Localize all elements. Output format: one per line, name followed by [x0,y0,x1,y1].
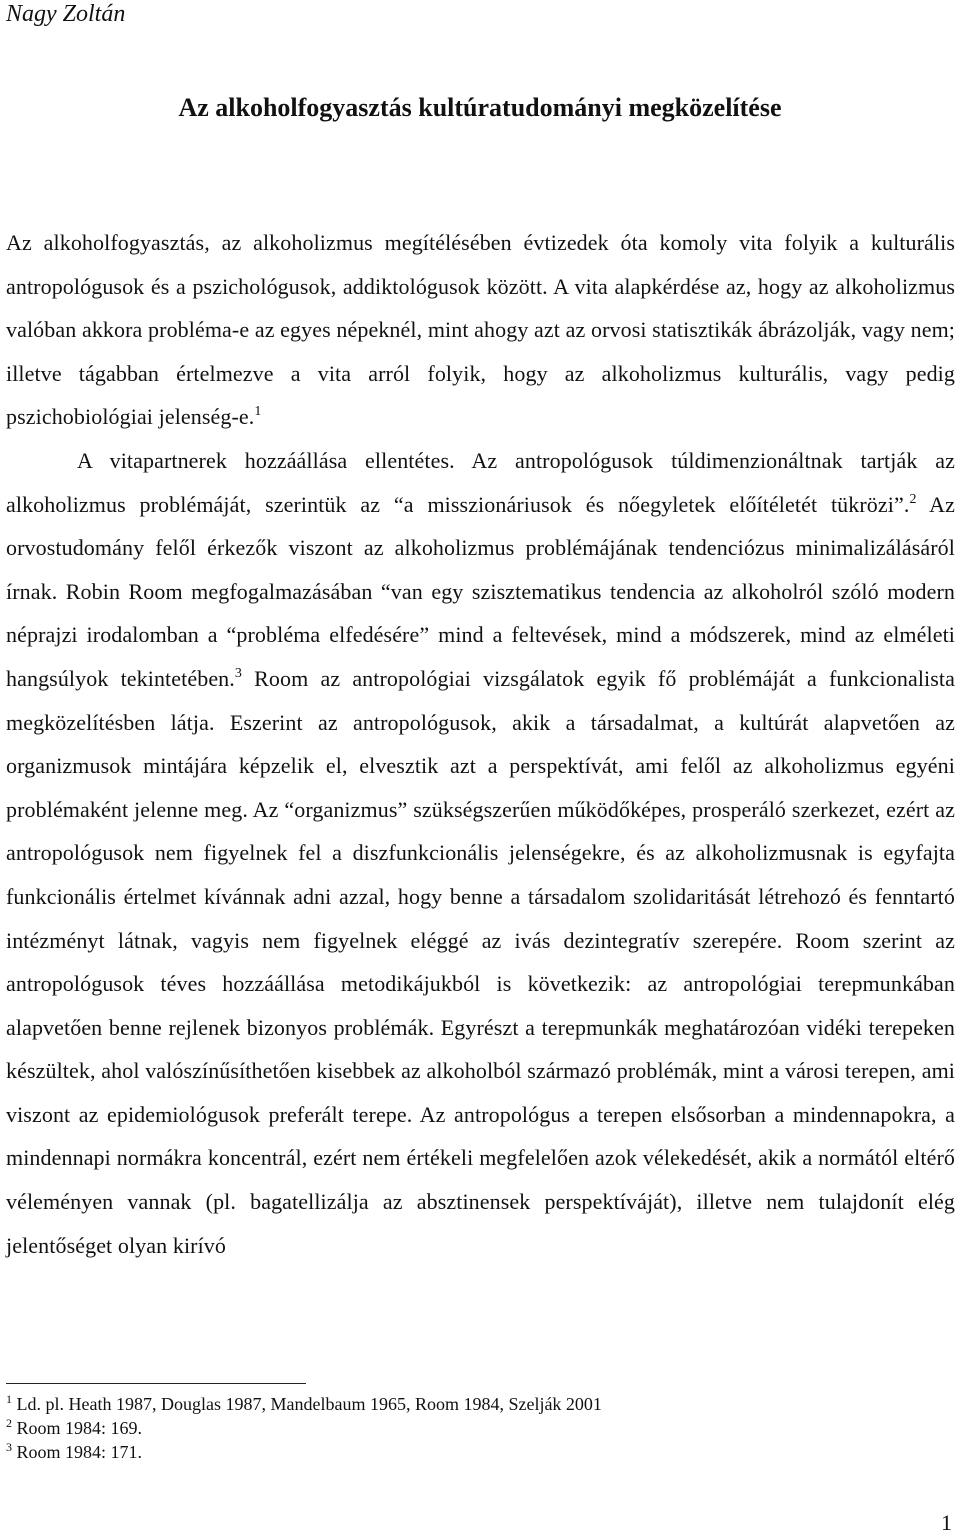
document-title: Az alkoholfogyasztás kultúratudományi megközelítése [178,93,782,122]
author-name: Nagy Zoltán [6,1,126,27]
paragraph-text: A vitapartnerek hozzáállása ellentétes. Az antropológusok túldimenzionáltnak tartják az alkoholizmus problémáját, szerintük az “a misszionáriusok és nőegyletek előítéletét tükrözi”. [6,447,955,517]
footnote-number: 2 [6,1416,12,1430]
paragraph-text: Az orvostudomány felől érkezők viszont az alkoholizmus problémájának tendenciózus minimalizálásáról írnak. Robin Room megfogalmazásában “van egy szisztematikus tendencia az alkoholról szóló modern néprajzi irodalomban a “probléma elfedésére” mind a feltevések, mind a módszerek, mind az elméleti hangsúlyok tekintetében. [6,491,955,691]
page-number: 1 [941,1510,952,1535]
footnote [6,1416,602,1440]
body-text [6,221,955,1267]
footnotes [6,1392,602,1464]
footnote-text: Ld. pl. Heath 1987, Douglas 1987, Mandelbaum 1965, Room 1984, Szelják 2001 [16,1394,602,1414]
footnote-reference[interactable]: 2 [909,491,917,507]
footnote [6,1440,602,1464]
paragraph [6,221,955,439]
footnote [6,1392,602,1416]
footnote-text: Room 1984: 171. [16,1442,143,1462]
footnote-reference[interactable]: 3 [234,665,242,681]
paragraph [6,439,955,1267]
paragraph-text: Room az antropológiai vizsgálatok egyik fő problémáját a funkcionalista megközelítésben látja. Eszerint az antropológusok, akik a társadalmat, a kultúrát alapvetően az organizmusok mintájára képzelik el, elvesztik azt a perspektívát, ami felől az alkoholizmus egyéni problémaként jelenne meg. Az “organizmus” szükségszerűen működőképes, prosperáló szerkezet, ezért az antropológusok nem figyelnek fel a diszfunkcionális jelenségekre, és az alkoholizmusnak is egyfajta funkcionális értelmet kívánnak adni azzal, hogy benne a társadalom szolidaritását létrehozó és fenntartó intézményt látnak, vagyis nem figyelnek eléggé az ivás dezintegratív szerepére. Room szerint az antropológusok téves hozzáállása metodikájukból is következik: az antropológiai terepmunkában alapvetően benne rejlenek bizonyos problémák. Egyrészt a terepmunkák meghatározóan vidéki terepeken készültek, ahol valószínűsíthetően kisebbek az alkoholból származó problémák, mint a városi terepen, ami viszont az epidemiológusok preferált terepe. Az antropológus a terepen elsősorban a mindennapokra, a mindennapi normákra koncentrál, ezért nem értékeli megfelelően azok vélekedését, akik a normától eltérő véleményen vannak (pl. bagatellizálja az absztinensek perspektíváját), illetve nem tulajdonít elég jelentőséget olyan kirívó [6,665,955,1258]
footnote-text: Room 1984: 169. [16,1418,143,1438]
footnote-reference[interactable]: 1 [254,404,262,420]
footnote-number: 1 [6,1392,12,1406]
paragraph-text: Az alkoholfogyasztás, az alkoholizmus megítélésében évtizedek óta komoly vita folyik a kulturális antropológusok és a pszichológusok, addiktológusok között. A vita alapkérdése az, hogy az alkoholizmus valóban akkora probléma-e az egyes népeknél, mint ahogy azt az orvosi statisztikák ábrázolják, vagy nem; illetve tágabban értelmezve a vita arról folyik, hogy az alkoholizmus kulturális, vagy pedig pszichobiológiai jelenség-e. [6,230,955,430]
footnote-number: 3 [6,1440,12,1454]
footnote-separator [6,1383,306,1384]
